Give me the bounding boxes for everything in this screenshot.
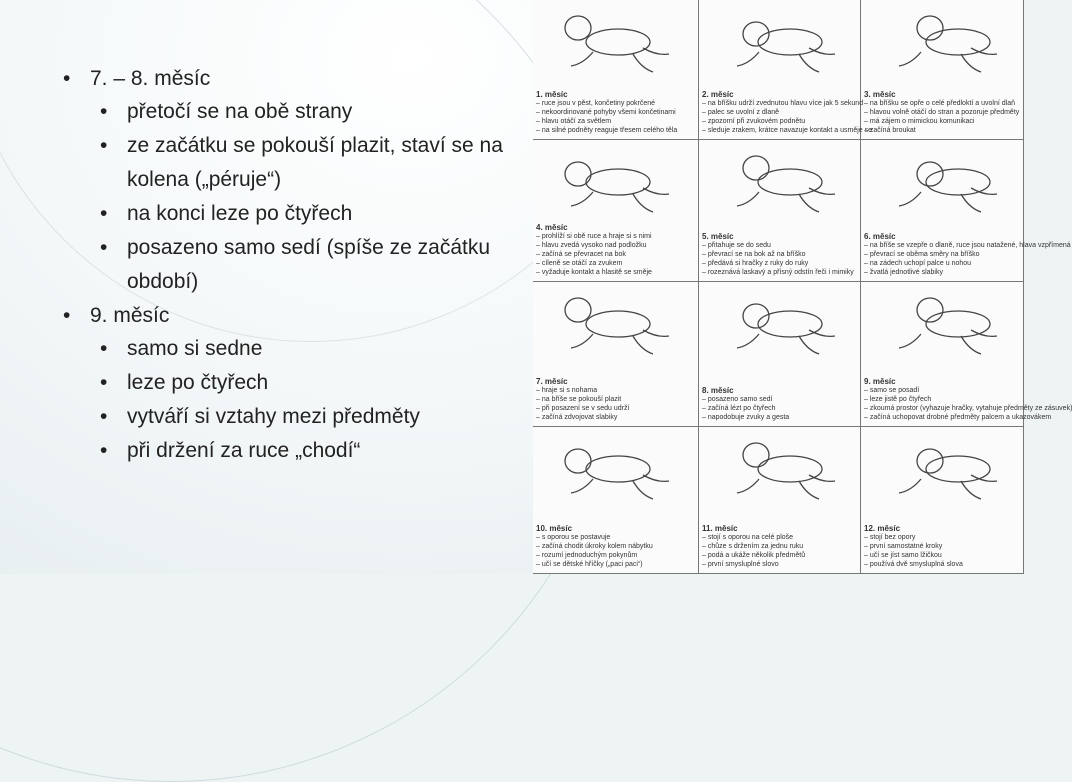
chart-cell-line: – prohlíží si obě ruce a hraje si s nimi: [536, 233, 652, 240]
chart-cell-title: 12. měsíc: [864, 524, 901, 533]
chart-cell: [699, 427, 861, 574]
chart-cell-line: – posazeno samo sedí: [702, 396, 773, 403]
chart-cell-line: – začíná uchopovat drobné předměty palcem a ukazovákem: [864, 414, 1052, 421]
chart-cell-line: – napodobuje zvuky a gesta: [702, 414, 790, 421]
sub-bullet: • samo si sedne: [90, 332, 530, 366]
chart-cell-line: – s oporou se postavuje: [536, 534, 611, 541]
chart-cell-line: – zpozorní při zvukovém podnětu: [702, 118, 806, 125]
sub-bullet: • při držení za ruce „chodí“: [90, 434, 530, 468]
baby-sketch-icon: [861, 427, 1026, 507]
bullet-item: [60, 62, 530, 299]
chart-cell-line: – stojí bez opory: [864, 534, 916, 541]
chart-cell-line: – začíná zdvojovat slabiky: [536, 414, 618, 421]
chart-cell-line: – začíná chodit úkroky kolem nábytku: [536, 543, 653, 550]
baby-sketch-icon: [699, 282, 864, 362]
chart-cell-line: – palec se uvolní z dlaně: [702, 109, 780, 116]
chart-cell-line: – na bříšku udrží zvednutou hlavu více jak 5 sekund: [702, 100, 864, 107]
chart-cell-line: – první smysluplné slovo: [702, 561, 779, 568]
chart-cell: [533, 0, 699, 140]
chart-cell-line: – hraje si s nohama: [536, 387, 598, 394]
chart-cell-line: – cíleně se otáčí za zvukem: [536, 260, 623, 267]
chart-cell-line: – na silné podněty reaguje třesem celého těla: [536, 127, 678, 134]
chart-cell: [533, 427, 699, 574]
bullet-label: 7. – 8. měsíc: [90, 67, 211, 90]
chart-cell-caption: [702, 232, 858, 277]
development-chart-image: [533, 0, 1072, 574]
chart-cell-line: – na zádech uchopí palce u nohou: [864, 260, 972, 267]
chart-cell-line: – začíná broukat: [864, 127, 916, 134]
chart-cell: [861, 140, 1071, 282]
chart-cell-line: – rozumí jednoduchým pokynům: [536, 552, 638, 559]
chart-cell-line: – převrací se oběma směry na bříško: [864, 251, 980, 258]
chart-cell-line: – první samostatné kroky: [864, 543, 943, 550]
chart-cell-title: 6. měsíc: [864, 232, 896, 241]
chart-cell-line: – začíná se převracet na bok: [536, 251, 626, 258]
chart-cell-line: – sleduje zrakem, krátce navazuje kontakt a usměje se: [702, 127, 873, 134]
chart-cell-line: – převrací se na bok až na bříško: [702, 251, 806, 258]
sub-bullet: • na konci leze po čtyřech: [90, 197, 530, 231]
chart-cell-title: 2. měsíc: [702, 90, 734, 99]
chart-cell-title: 1. měsíc: [536, 90, 568, 99]
chart-cell-title: 7. měsíc: [536, 377, 568, 386]
sub-bullet: • vytváří si vztahy mezi předměty: [90, 400, 530, 434]
chart-cell-caption: [702, 524, 858, 569]
chart-cell-title: 3. měsíc: [864, 90, 896, 99]
chart-cell: [699, 282, 861, 427]
bullet-label: 9. měsíc: [90, 304, 170, 327]
chart-cell-line: – stojí s oporou na celé ploše: [702, 534, 794, 541]
chart-cell-line: – na bříše se pokouší plazit: [536, 396, 622, 403]
chart-cell-line: – přitahuje se do sedu: [702, 242, 771, 249]
chart-cell-line: – hlavu zvedá vysoko nad podložku: [536, 242, 647, 249]
chart-cell-caption: [702, 90, 873, 135]
sub-bullet: • leze po čtyřech: [90, 366, 530, 400]
chart-cell-title: 9. měsíc: [864, 377, 896, 386]
bullet-item: [60, 299, 530, 468]
chart-cell-title: 8. měsíc: [702, 386, 734, 395]
sub-bullet: • ze začátku se pokouší plazit, staví se na kolena („péruje“): [90, 129, 530, 197]
chart-cell-line: – nekoordinované pohyby všemi končetinami: [536, 109, 676, 116]
chart-cell: [533, 282, 699, 427]
chart-cell-caption: [536, 90, 696, 135]
baby-sketch-icon: [861, 140, 1026, 220]
chart-cell-title: 5. měsíc: [702, 232, 734, 241]
baby-sketch-icon: [699, 427, 864, 507]
chart-cell: [861, 0, 1024, 140]
chart-cell-line: – rozeznává laskavý a přísný odstín řeči i mimiky: [702, 269, 854, 276]
baby-sketch-icon: [533, 140, 698, 220]
chart-cell-line: – samo se posadí: [864, 387, 920, 394]
chart-cell: [699, 0, 873, 140]
chart-cell-line: – používá dvě smysluplná slova: [864, 561, 963, 568]
chart-cell: [533, 140, 699, 282]
baby-sketch-icon: [861, 0, 1026, 80]
chart-cell-line: – hlavou volně otáčí do stran a pozoruje předměty: [864, 109, 1020, 116]
chart-cell-line: – ruce jsou v pěst, končetiny pokrčené: [536, 100, 656, 107]
baby-sketch-icon: [861, 282, 1026, 362]
chart-cell-caption: [864, 377, 1072, 422]
sub-bullet: • přetočí se na obě strany: [90, 95, 530, 129]
chart-cell-line: – hlavu otáčí za světlem: [536, 118, 612, 125]
chart-cell-caption: [702, 386, 858, 422]
chart-cell-line: – žvatlá jednotlivé slabiky: [864, 269, 943, 276]
chart-cell-line: – leze jistě po čtyřech: [864, 396, 932, 403]
chart-cell-line: – při posazení se v sedu udrží: [536, 405, 630, 412]
chart-cell-line: – zkoumá prostor (vyhazuje hračky, vytahuje předměty ze zásuvek): [864, 405, 1072, 412]
chart-cell: [861, 427, 1024, 574]
chart-cell: [699, 140, 861, 282]
chart-cell-title: 10. měsíc: [536, 524, 573, 533]
baby-sketch-icon: [699, 140, 864, 220]
chart-cell-caption: [864, 90, 1021, 135]
chart-cell-line: – učí se jíst samo lžičkou: [864, 552, 942, 559]
bullet-list: [60, 62, 530, 468]
chart-cell-caption: [864, 232, 1071, 277]
chart-cell-line: – vyžaduje kontakt a hlasitě se směje: [536, 269, 652, 276]
chart-cell-caption: [864, 524, 1021, 569]
chart-cell-title: 11. měsíc: [702, 524, 738, 533]
chart-cell-line: – předává si hračky z ruky do ruky: [702, 260, 809, 267]
chart-cell-line: – má zájem o mimickou komunikaci: [864, 118, 975, 125]
sub-bullet: • posazeno samo sedí (spíše ze začátku období): [90, 231, 530, 299]
chart-cell-line: – učí se dětské hříčky („paci paci“): [536, 561, 643, 568]
chart-cell-line: – na bříše se vzepře o dlaně, ruce jsou natažené, hlava vzpřímená: [864, 242, 1071, 249]
chart-cell-line: – chůze s držením za jednu ruku: [702, 543, 804, 550]
chart-cell: [861, 282, 1072, 427]
baby-sketch-icon: [533, 282, 698, 362]
chart-cell-caption: [536, 377, 696, 422]
chart-cell-line: – podá a ukáže několik předmětů: [702, 552, 806, 559]
baby-sketch-icon: [533, 427, 698, 507]
baby-sketch-icon: [699, 0, 864, 80]
baby-sketch-icon: [533, 0, 698, 80]
chart-cell-caption: [536, 223, 696, 277]
chart-cell-caption: [536, 524, 696, 569]
chart-cell-line: – na bříšku se opře o celé předloktí a uvolní dlaň: [864, 100, 1015, 107]
chart-cell-title: 4. měsíc: [536, 223, 568, 232]
chart-cell-line: – začíná lézt po čtyřech: [702, 405, 776, 412]
